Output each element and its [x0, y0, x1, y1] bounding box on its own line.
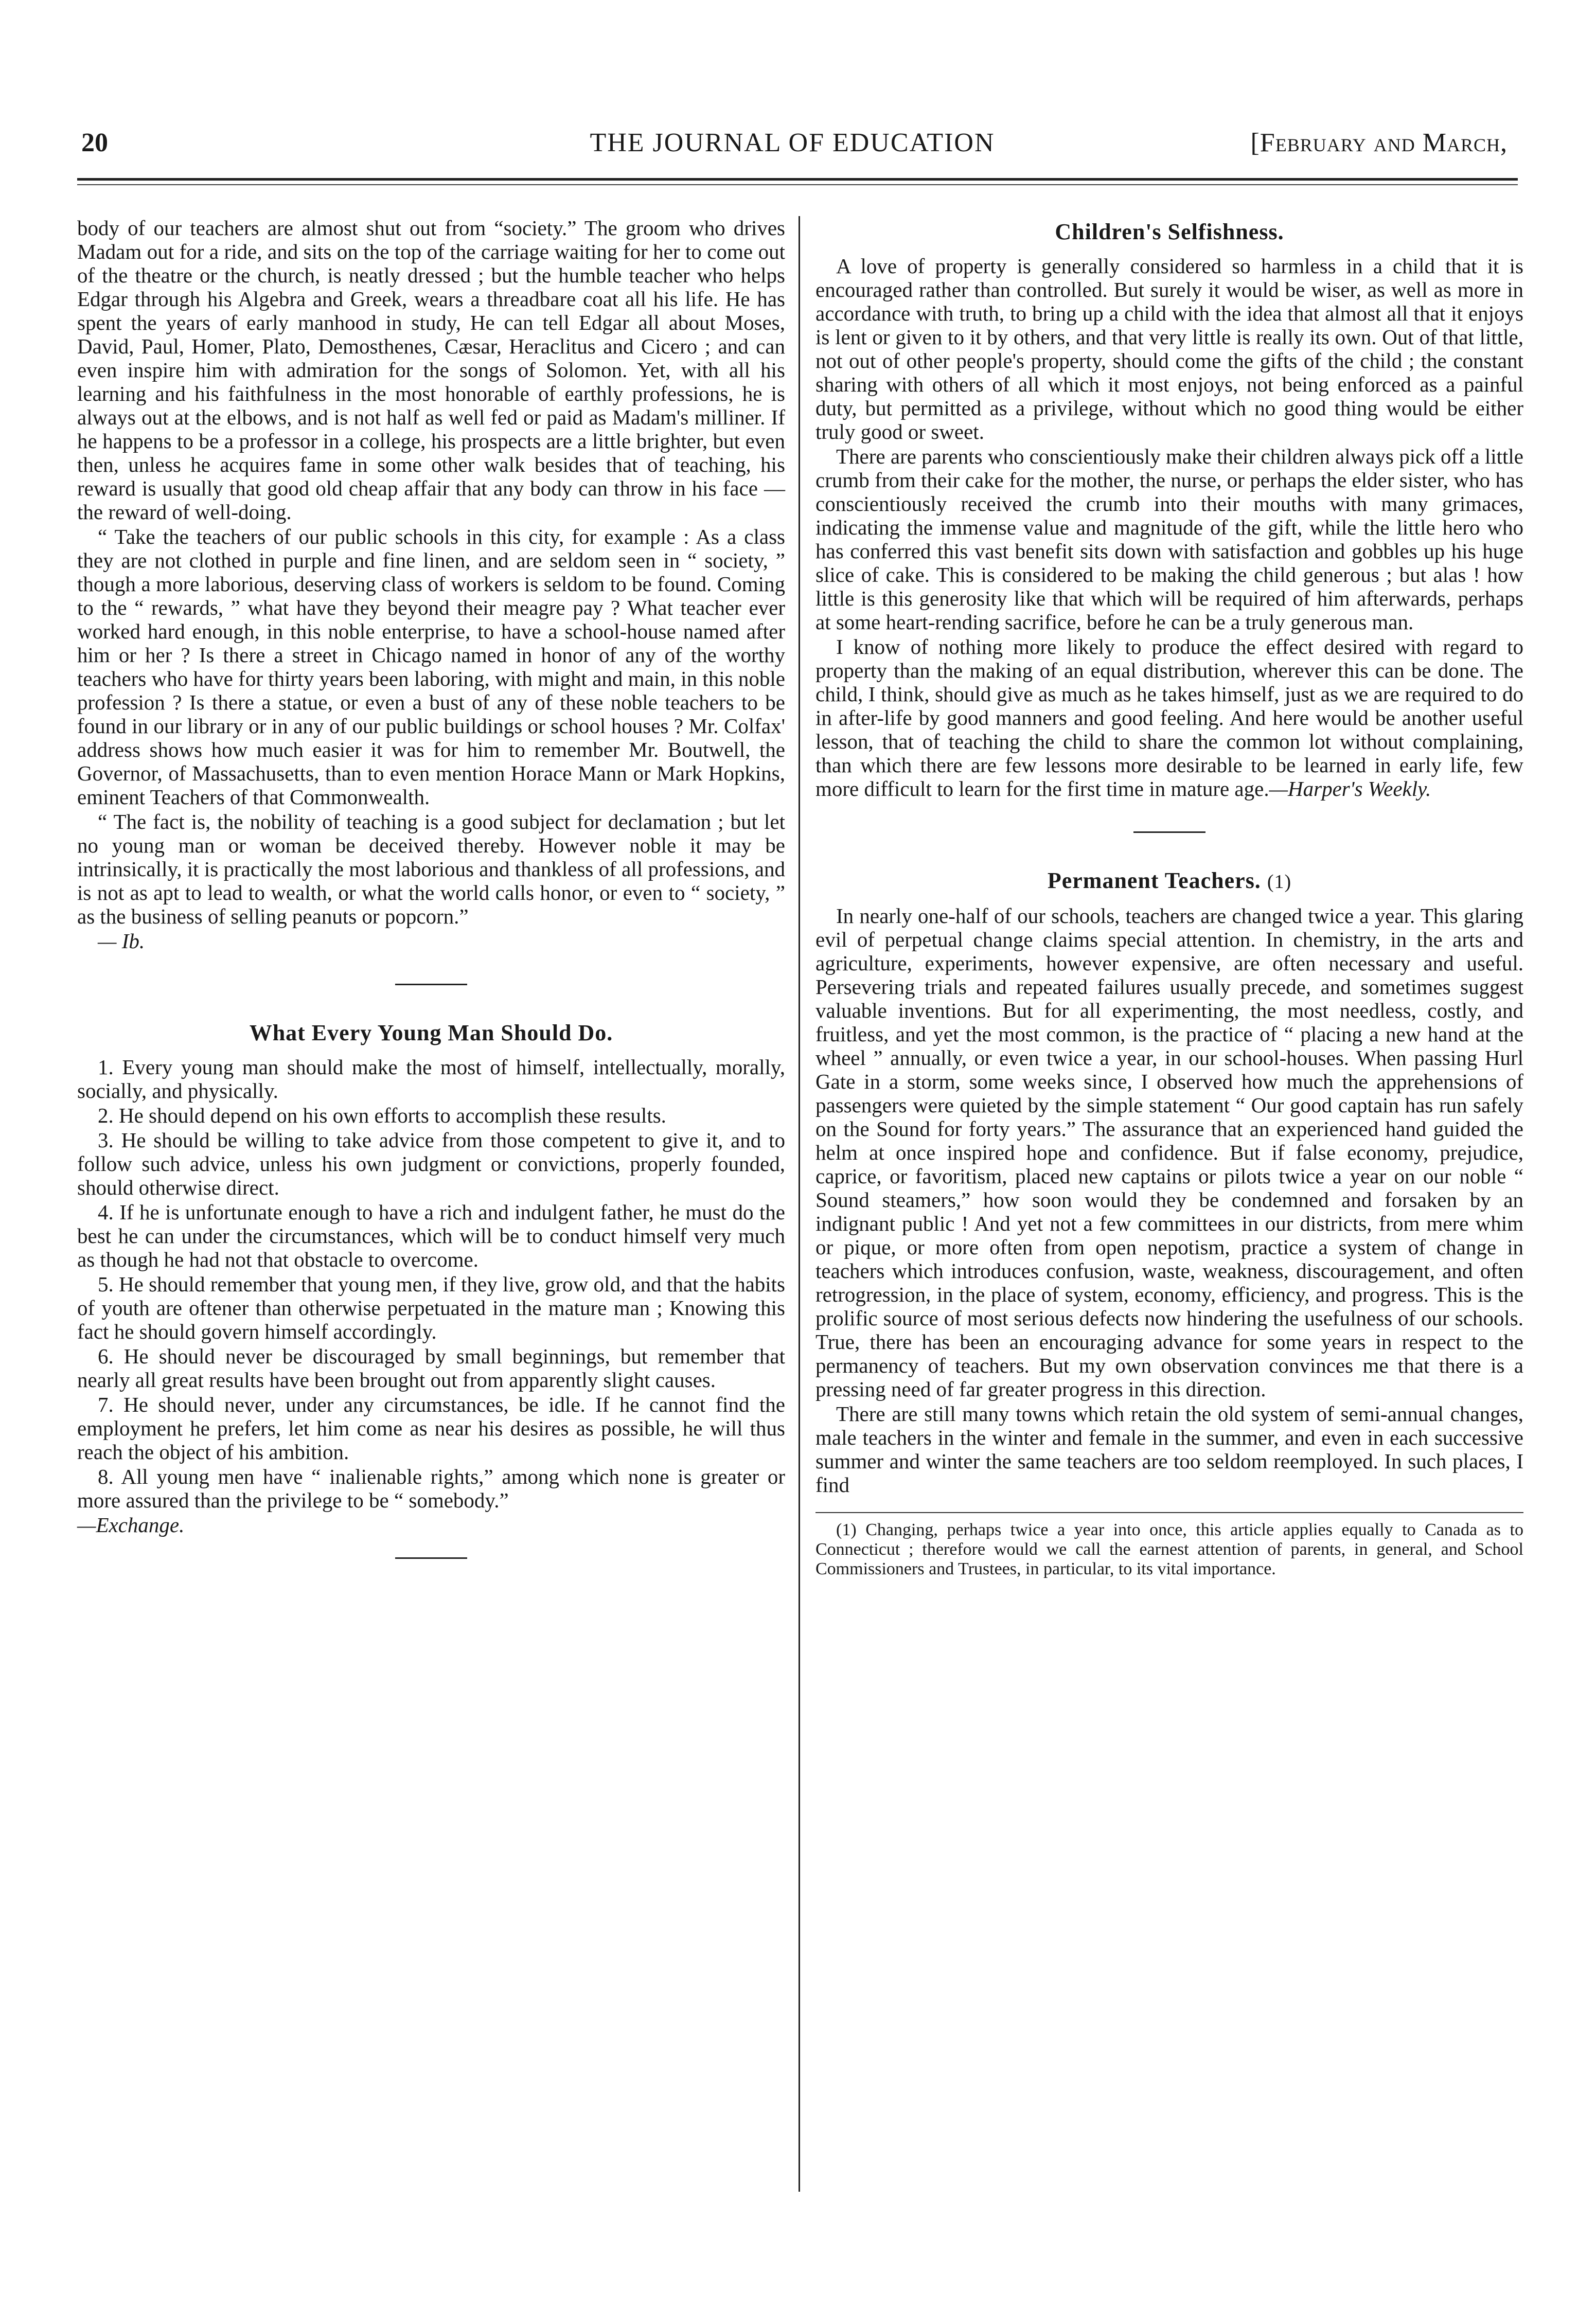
header-rule-thin — [77, 184, 1518, 185]
list-item: 3. He should be willing to take advice from those competent to give it, and to follow such advice, unless his own judgment or convictions, properly founded, should otherwise direct. — [77, 1128, 785, 1199]
list-item: 4. If he is unfortunate enough to have a rich and indulgent father, he must do the best he can under the circumstances, which will be to conduct himself very much as though he had not that obstacle to overcome. — [77, 1200, 785, 1271]
left-paragraph-3: “ The fact is, the nobility of teaching is a good subject for declamation ; but let no young man or woman be deceived thereby. However noble it may be intrinsically, it is practically the most laborious and thankless of all professions, and is not as apt to lead to wealth, or what the world calls honor, or even to “ society, ” as the business of selling peanuts or popcorn.” — [77, 810, 785, 928]
young-man-list — [77, 1055, 785, 1512]
list-item: 5. He should remember that young men, if they live, grow old, and that the habits of youth are oftener than otherwise perpetuated in the mature man ; Knowing this fact he should govern himself accordingly. — [77, 1272, 785, 1343]
left-source-ib: — Ib. — [98, 929, 145, 953]
permanent-paragraph-1: In nearly one-half of our schools, teachers are changed twice a year. This glaring evil of perpetual change claims special attention. In chemistry, in the arts and agriculture, experiments, however expensive, are often necessary and useful. Persevering trials and repeated failures usually precede, and sometimes suggest valuable inventions. But for all experimenting, the most needless, costly, and fruitless, and yet the most common, is the practice of “ placing a new hand at the wheel ” annually, or even twice a year, in our school-houses. When passing Hurl Gate in a storm, some weeks since, I observed how much the apprehensions of passengers were quieted by the simple statement “ Our good captain has run safely on the Sound for forty years.” The assurance that an experienced hand guided the helm at once inspired hope and confidence. But if false economy, prejudice, caprice, or favoritism, placed new captains or pilots twice a year on our noble “ Sound steamers,” how soon would they be condemned and forsaken by an indignant public ! And yet not a few committees in our districts, from mere whim or pique, or more often from open nepotism, practice a system of change in teachers which introduces confusion, waste, weakness, discouragement, and often retrogression, in the place of system, economy, efficiency, and progress. This is the prolific source of most serious defects now hindering the usefulness of our schools. True, there has been an encouraging advance for some years in respect to the permanency of teachers. But my own observation convinces me that there is a pressing need of far greater progress in this direction. — [815, 904, 1523, 1401]
article-heading-permanent-teachers — [815, 869, 1523, 894]
left-column — [77, 216, 785, 1559]
selfishness-paragraph-3-text: I know of nothing more likely to produce the effect desired with regard to property than the making of an equal distribution, wherever this can be done. The child, I think, should give as much as he takes himself, just as we are required to do in after-life by good manners and good feeling. And here would be another useful lesson, that of teaching the child to share the common lot without complaining, than which there are few lessons more desirable to be learned in early life, few more difficult to learn for the first time in mature age. — [815, 635, 1523, 801]
selfishness-paragraph-1: A love of property is generally considered so harmless in a child that it is encouraged rather than controlled. But surely it would be wiser, as well as more in accordance with truth, to bring up a child with the idea that almost all that it enjoys is lent or given to it by others, and that very little is really its own. Out of that little, not out of other people's property, should come the gifts of the child ; the constant sharing with others of all which it most enjoys, not being enforced as a painful duty, but permitted as a privilege, without which no good thing would be either truly good or sweet. — [815, 254, 1523, 443]
list-item: 7. He should never, under any circumstances, be idle. If he cannot find the employment he prefers, let him come as near his desires as possible, he will thus reach the object of his ambition. — [77, 1393, 785, 1464]
left-paragraph-1: body of our teachers are almost shut out from “society.” The groom who drives Madam out for a ride, and sits on the top of the carriage waiting for her to come out of the theatre or the church, is neatly dressed ; but the humble teacher who helps Edgar through his Algebra and Greek, wears a threadbare coat all his life. He has spent the years of early manhood in study, He can tell Edgar all about Moses, David, Paul, Homer, Plato, Demosthenes, Cæsar, Heraclitus and Cicero ; and can even inspire him with admiration for the songs of Solomon. Yet, with all his learning and his faithfulness in the most honorable of earthly professions, he is always out at the elbows, and is not half as well fed or paid as Madam's milliner. If he happens to be a professor in a college, his prospects are a little brighter, but even then, unless he acquires fame in some other walk besides that of teaching, his reward is usually that good old cheap affair that any body can throw in his face — the reward of well-doing. — [77, 216, 785, 524]
article-heading-young-man: What Every Young Man Should Do. — [249, 1020, 613, 1045]
column-divider — [799, 216, 800, 2192]
left-paragraph-2: “ Take the teachers of our public schools in this city, for example : As a class they are not clothed in purple and fine linen, and are seldom seen in “ society, ” though a more laborious, deserving class of workers is seldom to be found. Coming to the “ rewards, ” what have they beyond their meagre pay ? What teacher ever worked hard enough, in this noble enterprise, to have a school-house named after him or her ? Is there a street in Chicago named in honor of any of the worthy teachers who have for thirty years been laboring, with might and main, in this noble profession ? Is there a statue, or even a bust of any of these noble teachers to be found in our library or in any of our public buildings or school houses ? Mr. Colfax' address shows how much easier it was for him to remember Mr. Boutwell, the Governor, of Massachusetts, than to even mention Horace Mann or Mark Hopkins, eminent Teachers of that Commonwealth. — [77, 525, 785, 809]
list-item: 1. Every young man should make the most of himself, intellectually, morally, socially, and physically. — [77, 1055, 785, 1103]
footnote: (1) Changing, perhaps twice a year into once, this article applies equally to Canada as to Connecticut ; therefore would we call the earnest attention of parents, in general, and School Commissioners and Trustees, in particular, to its vital importance. — [815, 1520, 1523, 1578]
page-number: 20 — [81, 128, 108, 157]
issue-date: [February and March, — [1250, 128, 1508, 157]
header-rule-thick — [77, 178, 1518, 181]
right-column — [815, 216, 1523, 1580]
selfishness-source: —Harper's Weekly. — [1269, 777, 1431, 801]
page-header — [77, 128, 1508, 169]
section-separator — [395, 984, 467, 985]
list-item: 2. He should depend on his own efforts to accomplish these results. — [98, 1104, 666, 1127]
article-heading-selfishness: Children's Selfishness. — [1055, 219, 1284, 244]
selfishness-paragraph-2: There are parents who conscientiously make their children always pick off a little crumb from their cake for the mother, the nurse, or perhaps the elder sister, who has conscientiously received the crumb into their mouths with many grimaces, indicating the immense value and magnitude of the gift, while the little hero who has conferred this vast benefit sits down with satisfaction and gobbles up his huge slice of cake. This is considered to be making the child generous ; but alas ! how little is this generosity like that which will be required of him afterwards, perhaps at some heart-rending sacrifice, before he can be a truly generous man. — [815, 445, 1523, 634]
section-separator — [1133, 831, 1205, 833]
footnote-marker: (1) — [1267, 871, 1292, 893]
footnote-rule — [815, 1512, 1523, 1513]
left-source-exchange: —Exchange. — [77, 1513, 185, 1537]
list-item: 6. He should never be discouraged by small beginnings, but remember that nearly all great results have been brought out from apparently slight causes. — [77, 1344, 785, 1392]
journal-title: THE JOURNAL OF EDUCATION — [590, 128, 995, 157]
end-separator — [395, 1557, 467, 1559]
permanent-teachers-title: Permanent Teachers. — [1047, 868, 1261, 893]
permanent-paragraph-2: There are still many towns which retain the old system of semi-annual changes, male teachers in the winter and female in the summer, and even in each successive summer and winter the same teachers are too seldom reemployed. In such places, I find — [815, 1402, 1523, 1497]
selfishness-paragraph-3 — [815, 635, 1523, 801]
list-item: 8. All young men have “ inalienable rights,” among which none is greater or more assured than the privilege to be “ somebody.” — [77, 1465, 785, 1512]
